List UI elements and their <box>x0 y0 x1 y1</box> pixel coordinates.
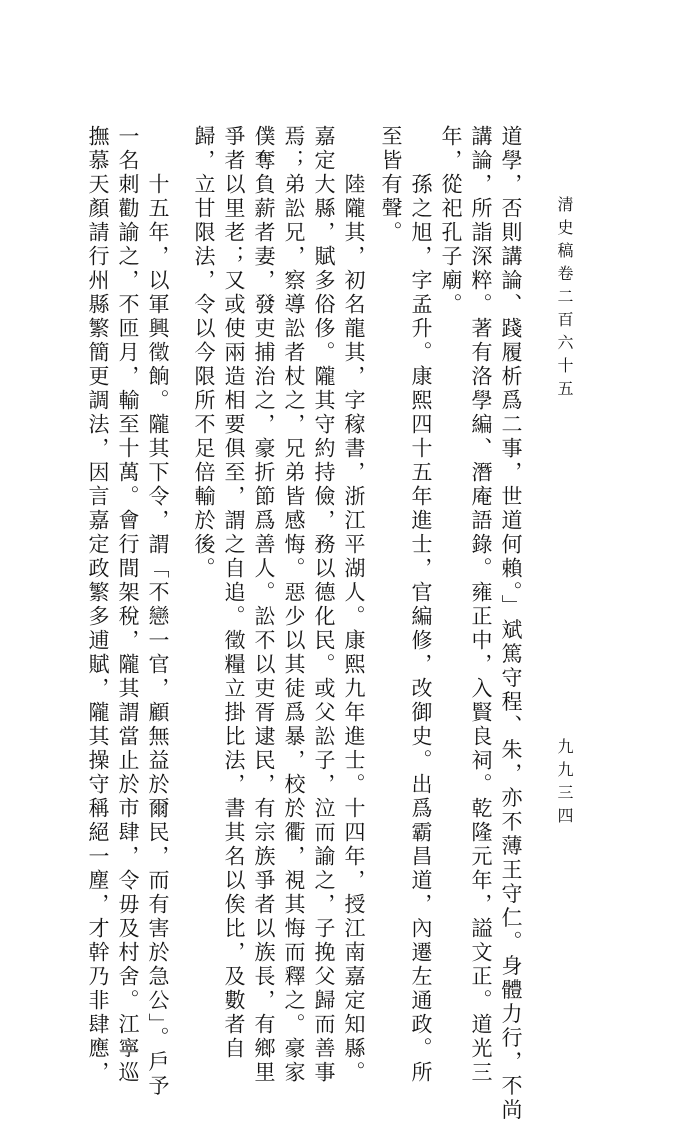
text-column-13: 一名刺勸諭之，不匝月，輸至十萬。會行間架稅，隴其謂當止於市肆，令毋及村舍。江寧巡 <box>116 125 140 1085</box>
text-column-11: 歸，立甘限法，令以今限所不足倍輸於後。 <box>192 125 216 581</box>
text-column-3: 年，從祀孔子廟。 <box>439 125 463 317</box>
page-number: 九九三四 <box>555 738 574 830</box>
text-column-8: 焉；弟訟兄，察導訟者杖之，兄弟皆感悔。惡少以其徒爲暴，校於衢，視其悔而釋之。豪家 <box>282 125 306 1085</box>
text-column-5: 至皆有聲。 <box>379 125 403 245</box>
text-column-9: 僕奪負薪者妻，發吏捕治之，豪折節爲善人。訟不以吏胥逮民，有宗族爭者以族長，有鄉里 <box>252 125 276 1085</box>
text-column-1: 道學，否則講論、踐履析爲二事，世道何賴。」斌篤守程、朱，亦不薄王守仁。身體力行，不尚 <box>499 125 523 1123</box>
text-column-14: 撫慕天顏請行州縣繁簡更調法，因言嘉定政繁多逋賦，隴其操守稱絕一塵，才幹乃非肆應， <box>86 125 110 1085</box>
text-column-6: 陸隴其，初名龍其，字稼書，浙江平湖人。康熙九年進士。十四年，授江南嘉定知縣。 <box>342 173 366 1085</box>
text-column-12: 十五年，以軍興徵餉。隴其下令，謂「不戀一官，顧無益於爾民，而有害於急公」。戶予 <box>146 173 170 1099</box>
text-column-4: 孫之旭，字孟升。康熙四十五年進士，官編修，改御史。出爲霸昌道，內遷左通政。所 <box>409 173 433 1085</box>
text-column-10: 爭者以里老；又或使兩造相要俱至，謂之自追。徵糧立掛比法，書其名以俟比，及數者自 <box>222 125 246 1061</box>
text-column-2: 講論，所詣深粹。著有洛學編、潛庵語錄。雍正中，入賢良祠。乾隆元年，謚文正。道光三 <box>469 125 493 1085</box>
book-title: 清史稿卷二百六十五 <box>555 196 574 403</box>
text-column-7: 嘉定大縣，賦多俗侈。隴其守約持儉，務以德化民。或父訟子，泣而諭之，子挽父歸而善事 <box>312 125 336 1085</box>
